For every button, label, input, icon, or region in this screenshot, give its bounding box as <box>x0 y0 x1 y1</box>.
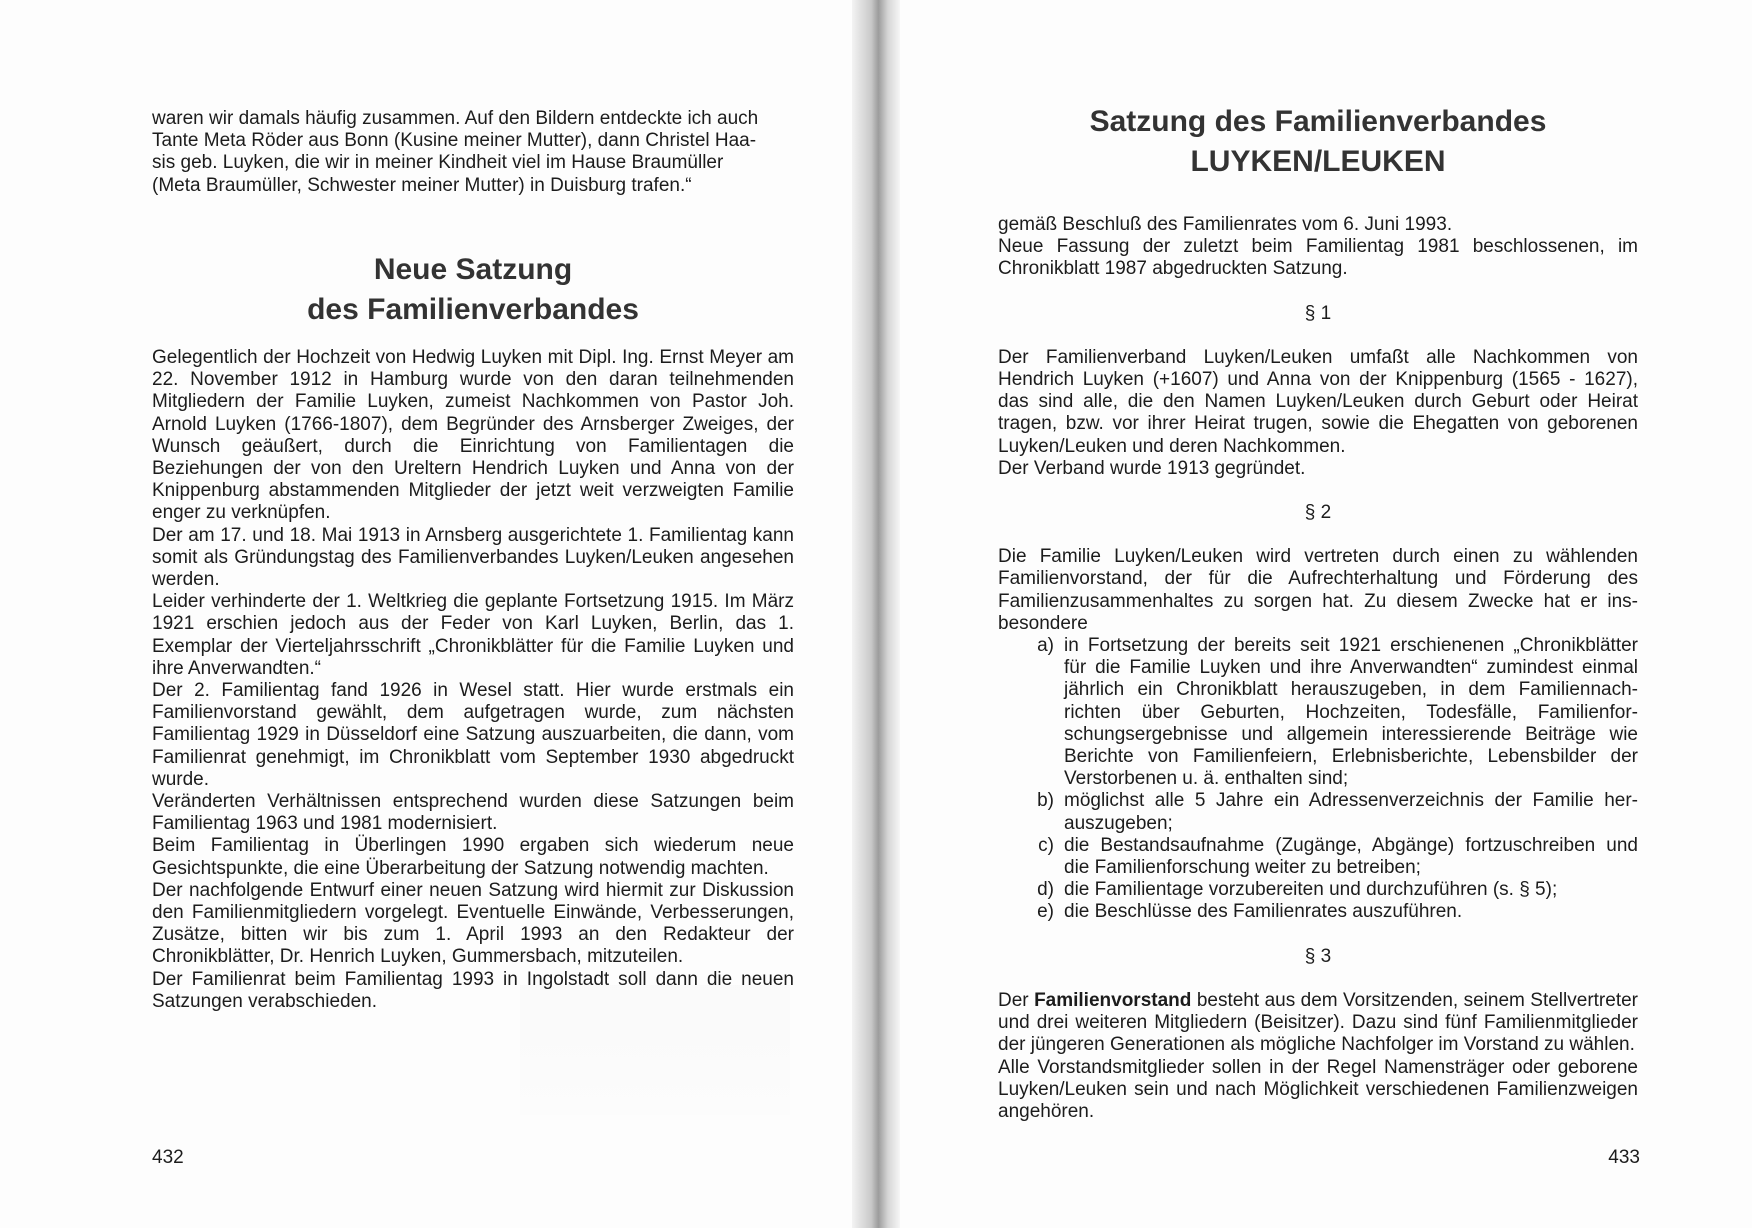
list-text: möglichst alle 5 Jahre ein Adressenverzeichnis der Familie herauszugeben; <box>1064 790 1638 834</box>
section-3-text2: Alle Vorstandsmitglieder sollen in der Regel Namensträger oder geborene Luyken/Leuken sein und nach Möglichkeit verschiedenen Familienzweigen angehören. <box>998 1056 1638 1122</box>
page-number-left: 432 <box>152 1147 184 1168</box>
preamble-text: Neue Fassung der zuletzt beim Familientag 1981 beschlossenen, im Chronikblatt 1987 abgedruckten Satzung. <box>998 236 1638 280</box>
body-paragraph: Veränderten Verhältnissen entsprechend wurden diese Satzungen beim Familientag 1963 und 1981 modernisiert. <box>152 791 794 835</box>
body-paragraph: Der am 17. und 18. Mai 1913 in Arnsberg ausgerichtete 1. Familientag kann somit als Gründungstag des Familienverbandes Luyken/Leuken angesehen werden. <box>152 524 794 591</box>
intro-text <box>152 108 794 197</box>
familienvorstand-bold: Familienvorstand <box>1034 989 1192 1011</box>
intro-line: Tante Meta Röder aus Bonn (Kusine meiner Mutter), dann Christel Haa- <box>152 130 757 152</box>
body-paragraph: Der nachfolgende Entwurf einer neuen Satzung wird hiermit zur Diskussion den Familienmitgliedern vorgelegt. Eventuelle Einwände, Verbesserungen, Zusätze, bitten wir bis zum 1. April 1993 an den Redakteur der Chronikblätter, Dr. Henrich Luyken, Gummersbach, mitzuteilen. <box>152 879 794 968</box>
section-2-sign: § 2 <box>1304 502 1332 524</box>
left-heading-line2: des Familienverbandes <box>307 293 639 326</box>
right-heading-line2: LUYKEN/LEUKEN <box>1190 145 1446 178</box>
section-3-text <box>998 990 1638 1057</box>
list-marker: a) <box>1037 635 1054 657</box>
right-heading <box>998 102 1638 182</box>
section-2-intro: Die Familie Luyken/Leuken wird vertreten durch einen zu wählenden Familienvorstand, der für die Aufrechterhaltung und Förderung des Familienzusammenhaltes zu sorgen hat. Zu diesem Zwecke hat er insbesondere <box>998 546 1638 634</box>
body-paragraph: Leider verhinderte der 1. Weltkrieg die geplante Fortsetzung 1915. Im März 1921 erschien jedoch aus der Feder von Karl Luyken, Berlin, das 1. Exemplar der Vierteljahrsschrift „Chronikblätter für die Familie Luyken und ihre Anverwandten.“ <box>152 591 794 679</box>
list-item <box>998 835 1638 879</box>
list-marker: e) <box>1037 901 1054 923</box>
section-1-founded: Der Verband wurde 1913 gegründet. <box>998 457 1306 479</box>
list-marker: b) <box>1037 790 1054 812</box>
preamble-line: gemäß Beschluß des Familienrates vom 6. Juni 1993. <box>998 214 1453 235</box>
list-text: die Beschlüsse des Familienrates auszuführen. <box>1064 901 1463 923</box>
list-item <box>998 901 1638 923</box>
section-1-sign: § 1 <box>1304 302 1332 324</box>
intro-line: sis geb. Luyken, die wir in meiner Kindheit viel im Hause Braumüller <box>152 152 724 174</box>
list-text: in Fortsetzung der bereits seit 1921 erschienenen „Chronikblätter für die Familie Luyken und ihre Anverwandten“ zumindest einmal jährlich ein Chronikblatt herauszugeben, in dem Familiennachrichten über Geburten, Hochzeiten, Todesfälle, Familienforschungsergebnisse und allgemein interessierende Beiträge wie Berichte von Familienfeiern, Erlebnisberichte, Lebensbilder der Verstorbenen u. ä. enthalten sind; <box>1064 635 1638 790</box>
section-3-rest: besteht aus dem Vorsitzenden, seinem Stellvertreter und drei weiteren Mitgliedern (Beisitzer). Dazu sind fünf Familienmitglieder der jüngeren Generationen als mögliche Nachfolger im Vorstand zu wählen. <box>998 989 1638 1056</box>
page-number-right: 433 <box>1608 1147 1640 1168</box>
intro-line: (Meta Braumüller, Schwester meiner Mutter) in Duisburg trafen.“ <box>152 174 692 196</box>
list-marker: c) <box>1038 834 1054 856</box>
body-paragraph: Gelegentlich der Hochzeit von Hedwig Luyken mit Dipl. Ing. Ernst Meyer am 22. November 1912 in Hamburg wurde von den daran teilnehmenden Mitgliedern der Familie Luyken, zumeist Nachkommen von Pastor Joh. Arnold Luyken (1766-1807), dem Begründer des Arnsberger Zweiges, der Wunsch geäußert, durch die Einrichtung von Familientagen die Beziehungen der von den Ureltern Hendrich Luyken und Anna von der Knippenburg abstammenden Mitglieder der jetzt weit verzweigten Familie enger zu verknüpfen. <box>152 347 794 524</box>
list-item <box>998 635 1638 790</box>
left-heading-line1: Neue Satzung <box>373 253 573 286</box>
body-paragraph: Der Familienrat beim Familientag 1993 in Ingolstadt soll dann die neuen Satzungen verabschieden. <box>152 968 794 1012</box>
list-text: die Bestandsaufnahme (Zugänge, Abgänge) fortzuschreiben und die Familienforschung weiter zu betreiben; <box>1064 834 1638 879</box>
body-paragraph: Der 2. Familientag fand 1926 in Wesel statt. Hier wurde erstmals ein Familienvorstand gewählt, dem aufgetragen wurde, zum nächsten Familientag 1929 in Düsseldorf eine Satzung auszuarbeiten, die dann, vom Familienrat genehmigt, im Chronikblatt vom September 1930 abgedruckt wurde. <box>152 680 794 790</box>
right-page <box>900 0 1752 1228</box>
list-text: die Familientage vorzubereiten und durchzuführen (s. § 5); <box>1064 879 1558 901</box>
body-paragraph: Beim Familientag in Überlingen 1990 ergaben sich wiederum neue Gesichtspunkte, die eine Überarbeitung der Satzung notwendig machten. <box>152 835 794 879</box>
right-heading-line1: Satzung des Familienverbandes <box>1089 105 1547 138</box>
left-page <box>0 0 860 1228</box>
section-1-text: Der Familienverband Luyken/Leuken umfaßt alle Nachkommen von Hendrich Luyken (+1607) und Anna von der Knippenburg (1565 - 1627), das sind alle, die den Namen Luyken/Leuken durch Geburt oder Heirat tragen, bzw. vor ihrer Heirat trugen, sowie die Ehegatten von geborenen Luyken/Leuken und deren Nachkommen. <box>998 346 1638 457</box>
left-heading <box>152 250 794 330</box>
book-gutter <box>852 0 900 1228</box>
intro-line: waren wir damals häufig zusammen. Auf den Bildern entdeckte ich auch <box>152 108 759 129</box>
section-3-sign: § 3 <box>1304 945 1332 967</box>
right-body <box>998 214 1638 1123</box>
left-body <box>152 347 794 1013</box>
section-3-lead: Der <box>998 989 1035 1011</box>
list-item <box>998 879 1638 901</box>
list-item <box>998 790 1638 834</box>
list-marker: d) <box>1037 879 1054 901</box>
